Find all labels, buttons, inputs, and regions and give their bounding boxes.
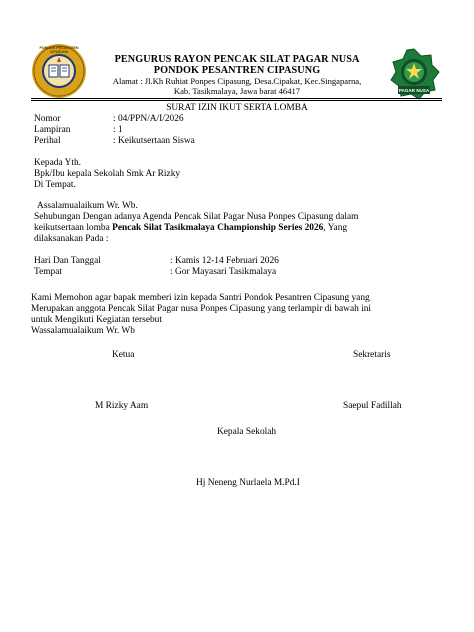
meta-value-perihal: : Keikutsertaan Siswa bbox=[113, 136, 195, 146]
header-divider-top bbox=[31, 98, 442, 99]
org-name: PENGURUS RAYON PENCAK SILAT PAGAR NUSA bbox=[114, 54, 360, 65]
recipient-line-3: Di Tempat. bbox=[34, 180, 76, 190]
event-label-place: Tempat bbox=[34, 267, 62, 277]
signature-name-left: M Rizky Aam bbox=[95, 401, 149, 411]
meta-label-perihal: Perihal bbox=[34, 136, 61, 146]
greeting: Assalamualaikum Wr. Wb. bbox=[37, 201, 138, 211]
header-divider-bottom bbox=[31, 100, 442, 101]
recipient-line-1: Kepada Yth. bbox=[34, 158, 82, 168]
closing: Wassalamualaikum Wr. Wb bbox=[31, 326, 135, 336]
org-subname: PONDOK PESANTREN CIPASUNG bbox=[153, 65, 321, 76]
body1-line-3: dilaksanakan Pada : bbox=[34, 234, 109, 244]
meta-label-nomor: Nomor bbox=[34, 114, 61, 124]
body1-line-1: Sehubungan Dengan adanya Agenda Pencak Silat Pagar Nusa Ponpes Cipasung dalam bbox=[34, 212, 359, 222]
event-label-date: Hari Dan Tanggal bbox=[34, 256, 101, 266]
signature-role-center: Kepala Sekolah bbox=[217, 427, 277, 437]
signature-name-right: Saepul Fadillah bbox=[343, 401, 402, 411]
event-name: Pencak Silat Tasikmalaya Championship Series 2026 bbox=[112, 223, 324, 233]
body1-line-2-pre: keikutsertaan lomba bbox=[34, 223, 113, 233]
body1-line-2-post: , Yang bbox=[323, 223, 348, 233]
body2-line-3: untuk Mengikuti Kegiatan tersebut bbox=[31, 315, 162, 325]
recipient-line-2: Bpk/Ibu kepala Sekolah Smk Ar Rizky bbox=[34, 169, 181, 179]
body2-line-1: Kami Memohon agar bapak memberi izin kepada Santri Pondok Pesantren Cipasung yang bbox=[31, 293, 370, 303]
address-line-2: Kab. Tasikmalaya, Jawa barat 46417 bbox=[173, 86, 301, 96]
meta-value-nomor: : 04/PPN/A/I/2026 bbox=[113, 114, 184, 124]
signature-name-center: Hj Neneng Nurlaela M.Pd.I bbox=[196, 478, 300, 488]
right-logo-text: PAGAR NUSA bbox=[398, 88, 430, 93]
signature-role-left: Ketua bbox=[112, 350, 135, 360]
signature-role-right: Sekretaris bbox=[353, 350, 391, 360]
body2-line-2: Merupakan anggota Pencak Silat Pagar nusa Ponpes Cipasung yang terlampir di bawah ini bbox=[31, 304, 372, 314]
event-value-place: : Gor Mayasari Tasikmalaya bbox=[170, 267, 277, 277]
body1-line-2 bbox=[34, 223, 347, 234]
address-line-1: Alamat : Jl.Kh Ruhiat Ponpes Cipasung, Desa.Cipakat, Kec.Singaparna, bbox=[112, 76, 362, 86]
left-logo-text: PONDOK PESANTREN CIPASUNG bbox=[39, 46, 79, 54]
event-value-date: : Kamis 12-14 Februari 2026 bbox=[170, 256, 279, 266]
meta-value-lampiran: : 1 bbox=[113, 125, 123, 135]
meta-label-lampiran: Lampiran bbox=[34, 125, 71, 135]
letter-title: SURAT IZIN IKUT SERTA LOMBA bbox=[166, 103, 308, 113]
